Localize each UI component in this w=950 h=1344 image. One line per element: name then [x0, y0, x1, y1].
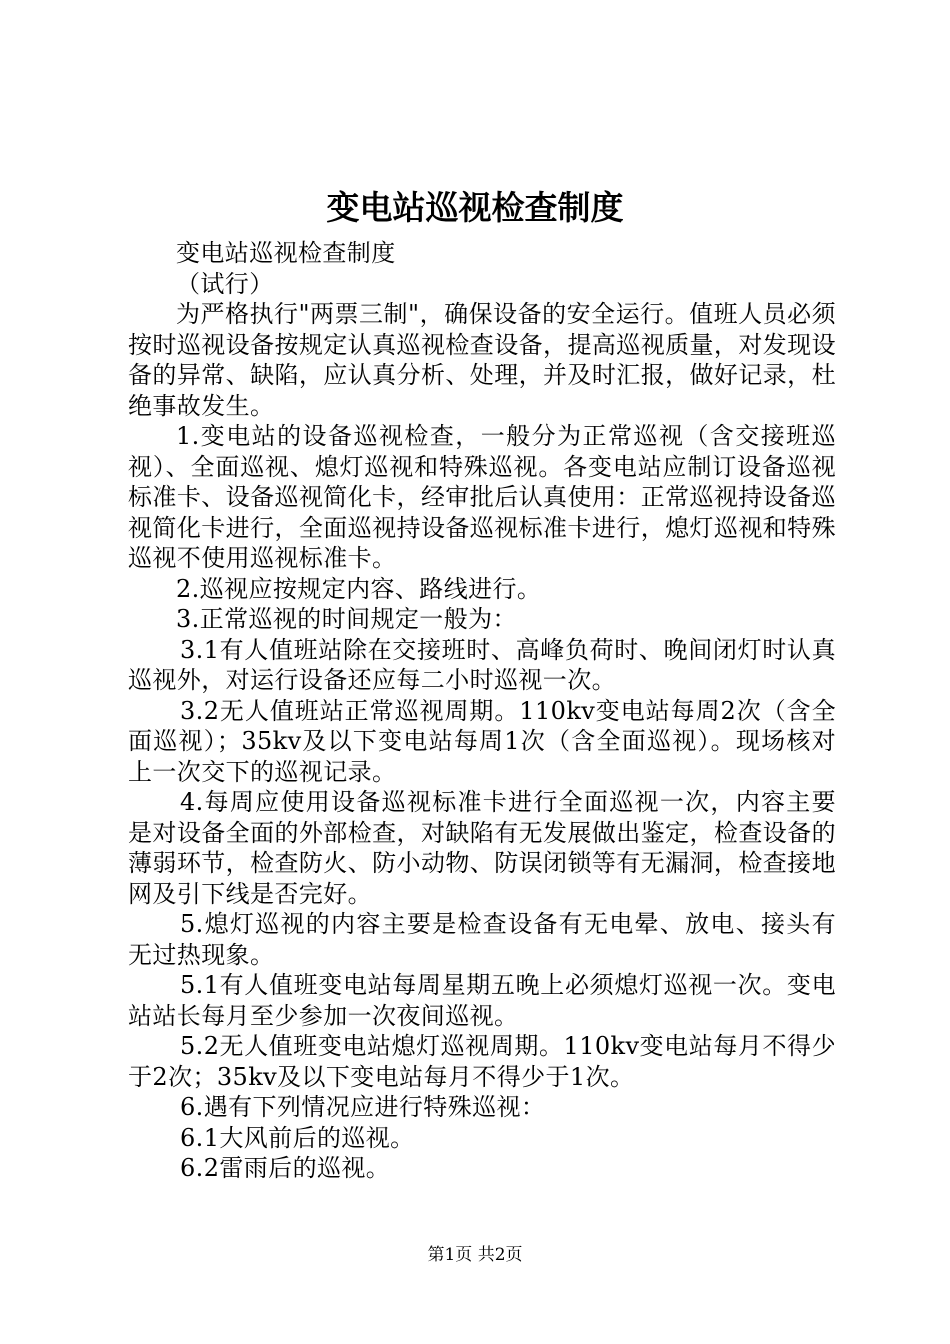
paragraph-intro: 为严格执行"两票三制"，确保设备的安全运行。值班人员必须按时巡视设备按规定认真巡视检查设备，提高巡视质量，对发现设备的异常、缺陷，应认真分析、处理，并及时汇报，做好记录，杜绝事故发生。 [128, 300, 836, 420]
paragraph-item-6: 6.遇有下列情况应进行特殊巡视： [180, 1093, 546, 1121]
paragraph-item-6-2: 6.2雷雨后的巡视。 [180, 1154, 391, 1182]
paragraph-item-1: 1.变电站的设备巡视检查，一般分为正常巡视（含交接班巡视）、全面巡视、熄灯巡视和特殊巡视。各变电站应制订设备巡视标准卡、设备巡视简化卡，经审批后认真使用：正常巡视持设备巡视简化卡进行，全面巡视持设备巡视标准卡进行，熄灯巡视和特殊巡视不使用巡视标准卡。 [128, 422, 836, 572]
paragraph-subtitle: 变电站巡视检查制度 [176, 239, 396, 267]
page-number-footer: 第1页 共2页 [427, 1245, 523, 1265]
paragraph-item-5-1: 5.1有人值班变电站每周星期五晚上必须熄灯巡视一次。变电站站长每月至少参加一次夜间巡视。 [128, 971, 836, 1030]
paragraph-item-3-2: 3.2无人值班站正常巡视周期。110kv变电站每周2次（含全面巡视）；35kv及以下变电站每周1次（含全面巡视）。现场核对上一次交下的巡视记录。 [128, 696, 836, 786]
paragraph-trial-note: （试行） [176, 269, 274, 298]
paragraph-item-4: 4.每周应使用设备巡视标准卡进行全面巡视一次，内容主要是对设备全面的外部检查，对缺陷有无发展做出鉴定，检查设备的薄弱环节，检查防火、防小动物、防误闭锁等有无漏洞，检查接地网及引下线是否完好。 [128, 788, 836, 908]
paragraph-item-3-1: 3.1有人值班站除在交接班时、高峰负荷时、晚间闭灯时认真巡视外，对运行设备还应每二小时巡视一次。 [128, 635, 836, 694]
paragraph-item-5-2: 5.2无人值班变电站熄灯巡视周期。110kv变电站每月不得少于2次；35kv及以下变电站每月不得少于1次。 [128, 1032, 836, 1091]
paragraph-item-6-1: 6.1大风前后的巡视。 [180, 1123, 415, 1152]
document-title: 变电站巡视检查制度 [326, 188, 624, 227]
document-body [128, 238, 836, 1184]
paragraph-item-2: 2.巡视应按规定内容、路线进行。 [176, 574, 542, 603]
paragraph-item-5: 5.熄灯巡视的内容主要是检查设备有无电晕、放电、接头有无过热现象。 [128, 910, 836, 969]
paragraph-item-3: 3.正常巡视的时间规定一般为： [176, 605, 517, 633]
